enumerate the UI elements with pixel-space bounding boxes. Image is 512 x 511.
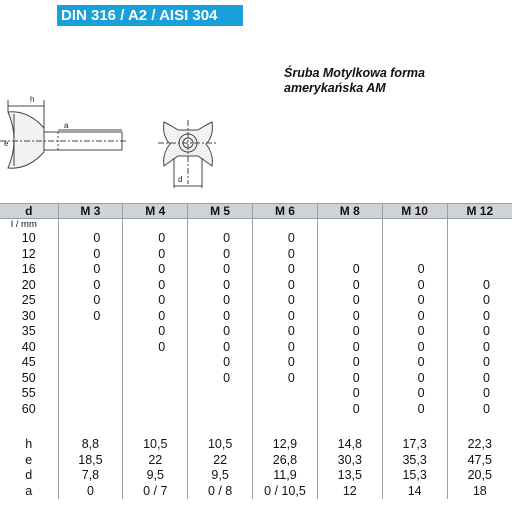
availability-cell: 0 [447, 371, 512, 387]
length-value: 50 [21, 370, 36, 385]
availability-cell: 0 [58, 293, 123, 309]
availability-cell [382, 247, 447, 263]
availability-cell: 0 [253, 324, 318, 340]
availability-cell: 0 [382, 262, 447, 278]
availability-cell: 0 [317, 309, 382, 325]
availability-cell [447, 247, 512, 263]
availability-cell: 0 [253, 278, 318, 294]
availability-cell: 0 [58, 278, 123, 294]
corner-label: d [0, 204, 58, 219]
length-value: 16 [21, 262, 36, 276]
dimension-row [0, 453, 512, 469]
dimension-value: 17,3 [382, 437, 447, 453]
dimension-value: 12,9 [253, 437, 318, 453]
availability-cell [58, 324, 123, 340]
availability-cell: 0 [188, 278, 253, 294]
availability-cell: 0 [253, 371, 318, 387]
dimension-row [0, 484, 512, 500]
availability-cell: 0 [382, 355, 447, 371]
dimension-label: e [25, 452, 33, 467]
length-value: 35 [21, 324, 36, 338]
dimension-value: 20,5 [447, 468, 512, 484]
availability-cell: 0 [188, 355, 253, 371]
availability-cell [188, 386, 253, 402]
dimension-value: 0 [58, 484, 123, 500]
length-value: 60 [21, 401, 36, 416]
availability-cell: 0 [447, 309, 512, 325]
availability-cell: 0 [382, 386, 447, 402]
length-value: 25 [21, 293, 36, 307]
length-value: 20 [21, 277, 36, 292]
length-rows [0, 231, 512, 417]
availability-cell: 0 [382, 324, 447, 340]
availability-cell [188, 402, 253, 418]
dimension-value: 10,5 [123, 437, 188, 453]
description-line-1: Śruba Motylkowa forma [284, 66, 425, 80]
dimension-value: 13,5 [317, 468, 382, 484]
spacer-row [0, 417, 512, 437]
availability-cell: 0 [382, 309, 447, 325]
availability-cell: 0 [317, 324, 382, 340]
label-d: d [178, 175, 183, 184]
availability-cell [447, 231, 512, 247]
dimension-value: 8,8 [58, 437, 123, 453]
technical-drawing [0, 92, 260, 192]
dimension-value: 22 [123, 453, 188, 469]
availability-cell: 0 [382, 402, 447, 418]
length-value: 55 [21, 386, 36, 400]
length-value: 12 [21, 246, 36, 261]
availability-cell: 0 [317, 371, 382, 387]
dimension-value: 22 [188, 453, 253, 469]
wing-nut-side-view [8, 112, 44, 168]
availability-cell: 0 [382, 278, 447, 294]
availability-cell: 0 [58, 247, 123, 263]
availability-cell [382, 231, 447, 247]
dimension-value: 30,3 [317, 453, 382, 469]
product-description [284, 66, 425, 96]
dimension-label: d [25, 468, 33, 482]
availability-cell: 0 [123, 340, 188, 356]
availability-cell [58, 355, 123, 371]
availability-cell: 0 [188, 324, 253, 340]
availability-cell [123, 386, 188, 402]
length-row [0, 293, 512, 309]
availability-cell: 0 [447, 278, 512, 294]
size-header: M 5 [188, 204, 253, 219]
availability-cell: 0 [188, 247, 253, 263]
availability-cell [58, 386, 123, 402]
availability-cell: 0 [188, 371, 253, 387]
availability-cell [58, 402, 123, 418]
length-row [0, 340, 512, 356]
availability-cell: 0 [123, 309, 188, 325]
availability-cell: 0 [123, 262, 188, 278]
availability-cell [317, 247, 382, 263]
availability-cell: 0 [188, 309, 253, 325]
size-header: M 3 [58, 204, 123, 219]
dimension-value: 18 [447, 484, 512, 500]
availability-cell: 0 [447, 402, 512, 418]
length-value: 45 [21, 355, 36, 369]
availability-cell [253, 402, 318, 418]
dimension-value: 0 / 10,5 [253, 484, 318, 500]
availability-cell [58, 371, 123, 387]
availability-cell: 0 [317, 402, 382, 418]
spec-table [0, 203, 512, 499]
size-header: M 10 [382, 204, 447, 219]
label-e: e [4, 139, 9, 148]
length-row [0, 247, 512, 263]
availability-cell: 0 [317, 340, 382, 356]
dimension-value: 0 / 7 [123, 484, 188, 500]
availability-cell [123, 371, 188, 387]
dimension-value: 12 [317, 484, 382, 500]
availability-cell: 0 [123, 231, 188, 247]
length-row [0, 262, 512, 278]
availability-cell: 0 [58, 309, 123, 325]
availability-cell: 0 [123, 293, 188, 309]
availability-cell: 0 [123, 278, 188, 294]
availability-cell: 0 [317, 278, 382, 294]
dimension-value: 11,9 [253, 468, 318, 484]
length-value: 40 [21, 339, 36, 354]
length-row [0, 371, 512, 387]
dimension-row [0, 468, 512, 484]
dimension-value: 9,5 [123, 468, 188, 484]
availability-cell: 0 [317, 262, 382, 278]
dimension-rows [0, 417, 512, 499]
length-row [0, 402, 512, 418]
availability-cell: 0 [447, 386, 512, 402]
length-value: 30 [21, 308, 36, 323]
availability-cell: 0 [447, 293, 512, 309]
standard-title: DIN 316 / A2 / AISI 304 [57, 5, 243, 26]
availability-cell: 0 [382, 371, 447, 387]
availability-cell: 0 [58, 262, 123, 278]
unit-row [0, 219, 512, 232]
dimension-label: a [25, 483, 33, 498]
wing-nut-front-view [158, 120, 218, 188]
availability-cell [317, 231, 382, 247]
availability-cell [58, 340, 123, 356]
availability-cell [123, 355, 188, 371]
availability-cell: 0 [188, 293, 253, 309]
length-row [0, 278, 512, 294]
availability-cell: 0 [447, 355, 512, 371]
availability-cell: 0 [317, 293, 382, 309]
dimension-label: h [25, 437, 33, 451]
label-h: h [30, 95, 35, 104]
availability-cell: 0 [253, 231, 318, 247]
dimension-value: 10,5 [188, 437, 253, 453]
availability-cell [447, 262, 512, 278]
availability-cell [253, 386, 318, 402]
length-row [0, 231, 512, 247]
availability-cell: 0 [253, 247, 318, 263]
dimension-value: 0 / 8 [188, 484, 253, 500]
availability-cell: 0 [317, 355, 382, 371]
label-a: a [64, 121, 69, 130]
availability-cell: 0 [188, 262, 253, 278]
availability-cell: 0 [188, 231, 253, 247]
availability-cell: 0 [253, 340, 318, 356]
size-header: M 6 [253, 204, 318, 219]
length-row [0, 309, 512, 325]
size-header: M 4 [123, 204, 188, 219]
availability-cell: 0 [123, 324, 188, 340]
size-header: M 12 [447, 204, 512, 219]
length-row [0, 324, 512, 340]
availability-cell: 0 [253, 309, 318, 325]
size-header: M 8 [317, 204, 382, 219]
availability-cell: 0 [123, 247, 188, 263]
length-value: 10 [21, 231, 36, 245]
availability-cell: 0 [447, 340, 512, 356]
dimension-row [0, 437, 512, 453]
availability-cell: 0 [188, 340, 253, 356]
availability-cell: 0 [253, 355, 318, 371]
dimension-value: 14,8 [317, 437, 382, 453]
availability-cell: 0 [58, 231, 123, 247]
availability-cell: 0 [447, 324, 512, 340]
availability-cell: 0 [253, 262, 318, 278]
dimension-value: 7,8 [58, 468, 123, 484]
dimension-value: 22,3 [447, 437, 512, 453]
dimension-value: 35,3 [382, 453, 447, 469]
unit-label: l / mm [11, 219, 37, 230]
dimension-value: 9,5 [188, 468, 253, 484]
availability-cell [123, 402, 188, 418]
dimension-value: 18,5 [58, 453, 123, 469]
dimension-value: 14 [382, 484, 447, 500]
availability-cell: 0 [382, 293, 447, 309]
dimension-value: 47,5 [447, 453, 512, 469]
availability-cell: 0 [317, 386, 382, 402]
dimension-value: 26,8 [253, 453, 318, 469]
length-row [0, 386, 512, 402]
size-header-row [0, 204, 512, 219]
length-row [0, 355, 512, 371]
description-line-2: amerykańska AM [284, 81, 386, 95]
dimension-value: 15,3 [382, 468, 447, 484]
availability-cell: 0 [382, 340, 447, 356]
availability-cell: 0 [253, 293, 318, 309]
